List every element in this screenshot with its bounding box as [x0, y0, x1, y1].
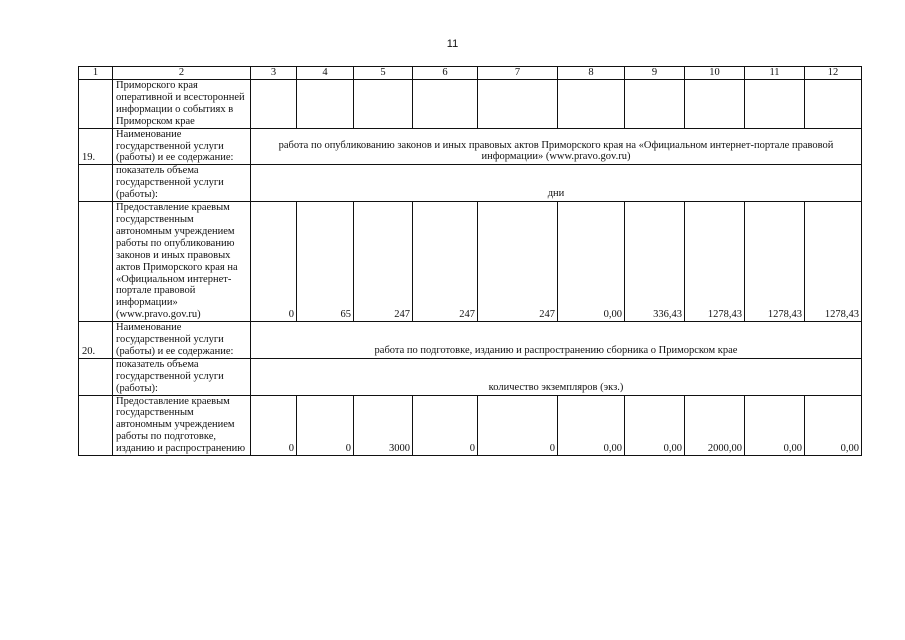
- table-row: [79, 202, 862, 322]
- row-label: Наименование государственной услуги (работы) и ее содержание:: [113, 128, 251, 165]
- row-label: Приморского края оперативной и всесторонней информации о событиях в Приморском крае: [113, 80, 251, 129]
- table-row: [79, 322, 862, 359]
- table-row: [79, 128, 862, 165]
- table-row: [79, 165, 862, 202]
- column-header: 2: [113, 67, 251, 80]
- row-number: [79, 80, 113, 129]
- value-cell: 1278,43: [685, 202, 745, 322]
- service-description: работа по подготовке, изданию и распространению сборника о Приморском крае: [251, 322, 862, 359]
- value-cell: 3000: [354, 395, 413, 456]
- value-cell: 0: [413, 395, 478, 456]
- row-number: 20.: [79, 322, 113, 359]
- value-cell: 247: [413, 202, 478, 322]
- value-cell: 0: [251, 395, 297, 456]
- value-cell: 247: [478, 202, 558, 322]
- page-number: 11: [446, 38, 459, 50]
- value-cell: 247: [354, 202, 413, 322]
- value-cell: 1278,43: [745, 202, 805, 322]
- table-row: [79, 358, 862, 395]
- row-label: показатель объема государственной услуги (работы):: [113, 358, 251, 395]
- column-header: 8: [558, 67, 625, 80]
- service-description: работа по опубликованию законов и иных правовых актов Приморского края на «Официальном интернет-портале правовой информации» (www.pravo.gov.ru): [251, 128, 862, 165]
- row-label: Предоставление краевым государственным автономным учреждением работы по опубликованию законов и иных правовых актов Приморского края на «Официальном интернет-портале правовой информации» (www.pravo.gov.ru): [113, 202, 251, 322]
- table-row: [79, 80, 862, 129]
- column-header: 6: [413, 67, 478, 80]
- value-cell: 336,43: [625, 202, 685, 322]
- column-header: 3: [251, 67, 297, 80]
- table-row: [79, 395, 862, 456]
- value-cell: 1278,43: [805, 202, 862, 322]
- row-number: [79, 202, 113, 322]
- value-cell: [685, 80, 745, 129]
- column-header: 4: [297, 67, 354, 80]
- value-cell: [625, 80, 685, 129]
- volume-indicator: количество экземпляров (экз.): [251, 358, 862, 395]
- row-number: 19.: [79, 128, 113, 165]
- row-number: [79, 395, 113, 456]
- value-cell: 0: [478, 395, 558, 456]
- value-cell: 0,00: [625, 395, 685, 456]
- value-cell: 0,00: [805, 395, 862, 456]
- row-number: [79, 358, 113, 395]
- column-header: 7: [478, 67, 558, 80]
- volume-indicator: дни: [251, 165, 862, 202]
- value-cell: 0: [251, 202, 297, 322]
- value-cell: [745, 80, 805, 129]
- value-cell: 65: [297, 202, 354, 322]
- column-header: 12: [805, 67, 862, 80]
- value-cell: [805, 80, 862, 129]
- value-cell: [413, 80, 478, 129]
- value-cell: 0,00: [558, 202, 625, 322]
- column-header: 9: [625, 67, 685, 80]
- row-label: Предоставление краевым государственным автономным учреждением работы по подготовке, изданию и распространению: [113, 395, 251, 456]
- row-number: [79, 165, 113, 202]
- column-header: 10: [685, 67, 745, 80]
- value-cell: [478, 80, 558, 129]
- table-header-row: [79, 67, 862, 80]
- value-cell: [251, 80, 297, 129]
- row-label: Наименование государственной услуги (работы) и ее содержание:: [113, 322, 251, 359]
- value-cell: [354, 80, 413, 129]
- row-label: показатель объема государственной услуги (работы):: [113, 165, 251, 202]
- column-header: 1: [79, 67, 113, 80]
- value-cell: 0: [297, 395, 354, 456]
- value-cell: [558, 80, 625, 129]
- budget-table: [78, 66, 862, 456]
- column-header: 11: [745, 67, 805, 80]
- column-header: 5: [354, 67, 413, 80]
- value-cell: 2000,00: [685, 395, 745, 456]
- value-cell: 0,00: [558, 395, 625, 456]
- value-cell: 0,00: [745, 395, 805, 456]
- value-cell: [297, 80, 354, 129]
